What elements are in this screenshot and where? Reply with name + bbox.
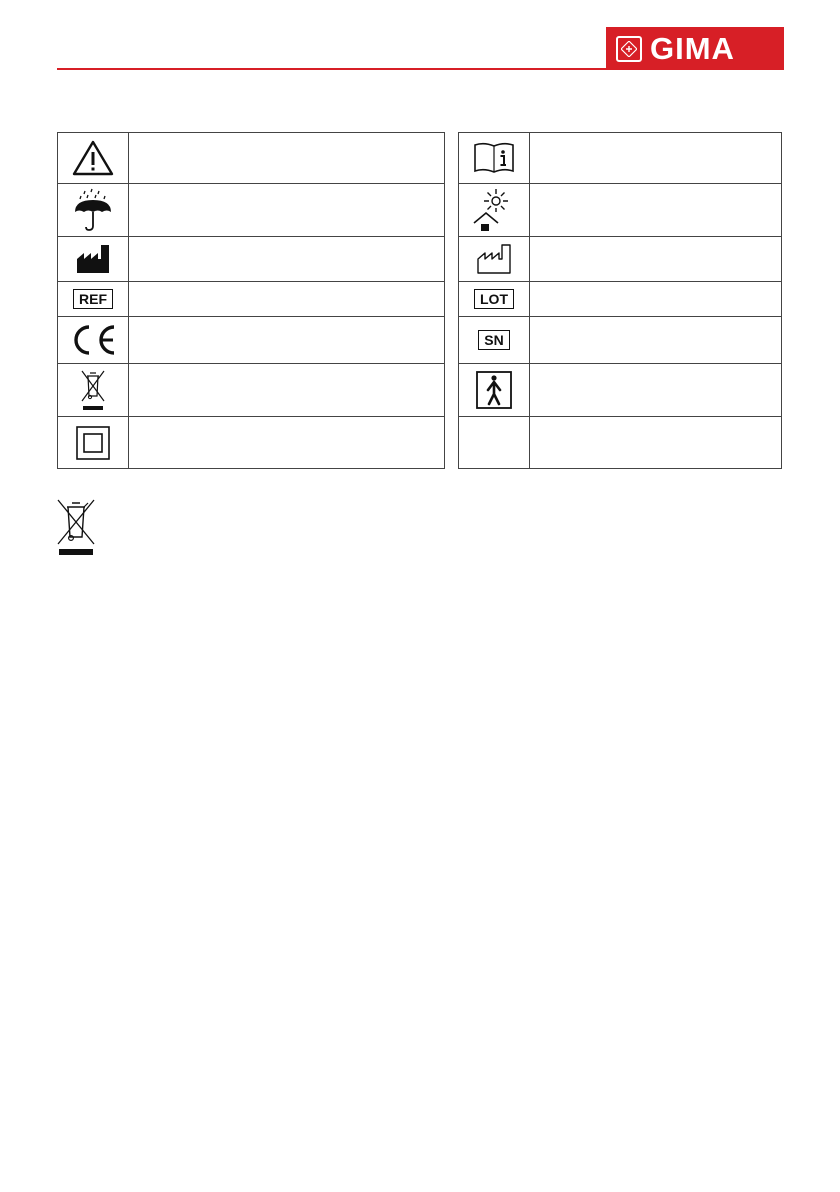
table-row	[58, 417, 782, 469]
column-gap	[445, 317, 459, 364]
symbol-cell	[459, 184, 530, 237]
symbol-description	[129, 364, 445, 417]
table-row	[58, 184, 782, 237]
symbols-table	[57, 132, 782, 469]
symbol-cell	[58, 184, 129, 237]
symbol-description	[530, 417, 782, 469]
date-of-manufacture-icon	[476, 243, 512, 275]
symbol-cell	[58, 317, 129, 364]
table-row	[58, 364, 782, 417]
table-row	[58, 237, 782, 282]
symbol-description	[129, 237, 445, 282]
ce-mark-icon	[68, 323, 118, 357]
gima-logo	[606, 27, 784, 70]
ref-symbol: REF	[73, 289, 113, 309]
keep-dry-umbrella-icon	[71, 188, 115, 232]
manufacturer-factory-icon	[75, 243, 111, 275]
gima-badge-icon	[616, 36, 642, 62]
symbol-description	[530, 364, 782, 417]
weee-bin-icon	[79, 368, 107, 412]
column-gap	[445, 237, 459, 282]
symbol-cell	[459, 133, 530, 184]
symbol-description	[129, 317, 445, 364]
symbol-cell	[58, 417, 129, 469]
symbol-description	[530, 282, 782, 317]
table-row	[58, 317, 782, 364]
symbol-cell	[58, 282, 129, 317]
symbol-cell	[459, 364, 530, 417]
keep-away-from-sunlight-icon	[472, 187, 516, 233]
symbol-cell	[459, 282, 530, 317]
column-gap	[445, 364, 459, 417]
instructions-info-icon	[473, 142, 515, 174]
column-gap	[445, 282, 459, 317]
column-gap	[445, 184, 459, 237]
table-row	[58, 133, 782, 184]
logo-text: GIMA	[650, 30, 735, 66]
symbol-cell	[58, 237, 129, 282]
class-ii-device-icon	[75, 425, 111, 461]
warning-triangle-icon	[71, 139, 115, 177]
symbol-description	[530, 237, 782, 282]
symbol-description	[530, 317, 782, 364]
symbol-cell-empty	[459, 417, 530, 469]
table-row	[58, 282, 782, 317]
column-gap	[445, 133, 459, 184]
symbol-description	[129, 133, 445, 184]
symbol-description	[530, 133, 782, 184]
column-gap	[445, 417, 459, 469]
header-rule	[57, 68, 784, 70]
symbol-cell	[58, 133, 129, 184]
symbol-description	[129, 282, 445, 317]
symbol-cell	[459, 317, 530, 364]
symbol-cell	[459, 237, 530, 282]
symbol-description	[129, 417, 445, 469]
lot-symbol: LOT	[474, 289, 514, 309]
symbol-description	[129, 184, 445, 237]
sn-symbol: SN	[478, 330, 509, 350]
symbol-description	[530, 184, 782, 237]
type-b-applied-part-icon	[475, 370, 513, 410]
symbol-cell	[58, 364, 129, 417]
weee-bin-icon	[55, 497, 97, 559]
